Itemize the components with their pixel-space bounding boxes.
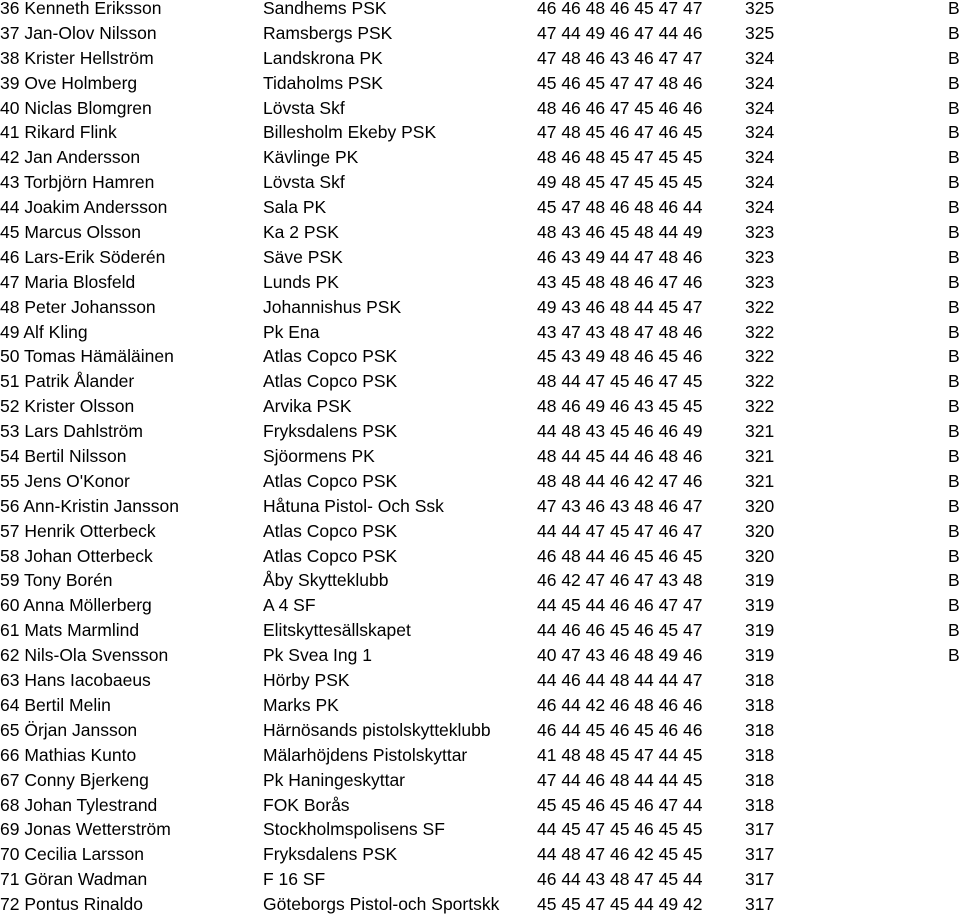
club-name: Atlas Copco PSK bbox=[263, 470, 398, 491]
shooter-name: 64 Bertil Melin bbox=[0, 694, 111, 715]
shooter-name: 60 Anna Möllerberg bbox=[0, 595, 152, 616]
club-name: A 4 SF bbox=[263, 595, 316, 616]
table-row bbox=[0, 892, 960, 917]
table-row bbox=[0, 369, 960, 394]
table-row bbox=[0, 494, 960, 519]
club-name: Sandhems PSK bbox=[263, 0, 387, 18]
table-row bbox=[0, 618, 960, 643]
table-row bbox=[0, 220, 960, 245]
class-label: B bbox=[948, 97, 960, 118]
club-name: Atlas Copco PSK bbox=[263, 371, 398, 392]
table-row bbox=[0, 867, 960, 892]
club-name: Lövsta Skf bbox=[263, 97, 345, 118]
total-score: 320 bbox=[745, 545, 775, 566]
series-scores: 49 48 45 47 45 45 45 bbox=[537, 172, 703, 193]
class-label: B bbox=[948, 47, 960, 68]
table-row bbox=[0, 817, 960, 842]
table-row bbox=[0, 643, 960, 668]
shooter-name: 71 Göran Wadman bbox=[0, 869, 148, 890]
series-scores: 43 45 48 48 46 47 46 bbox=[537, 271, 703, 292]
table-row bbox=[0, 668, 960, 693]
shooter-name: 57 Henrik Otterbeck bbox=[0, 520, 156, 541]
club-name: Pk Svea Ing 1 bbox=[263, 645, 372, 666]
shooter-name: 61 Mats Marmlind bbox=[0, 620, 140, 641]
table-row bbox=[0, 419, 960, 444]
series-scores: 48 48 44 46 42 47 46 bbox=[537, 470, 703, 491]
shooter-name: 52 Krister Olsson bbox=[0, 396, 135, 417]
shooter-name: 68 Johan Tylestrand bbox=[0, 794, 158, 815]
series-scores: 46 46 48 46 45 47 47 bbox=[537, 0, 703, 18]
total-score: 321 bbox=[745, 421, 775, 442]
table-row bbox=[0, 544, 960, 569]
class-label: B bbox=[948, 520, 960, 541]
class-label: B bbox=[948, 271, 960, 292]
total-score: 322 bbox=[745, 296, 775, 317]
class-label: B bbox=[948, 197, 960, 218]
total-score: 318 bbox=[745, 744, 775, 765]
series-scores: 48 46 49 46 43 45 45 bbox=[537, 396, 703, 417]
table-row bbox=[0, 394, 960, 419]
class-label: B bbox=[948, 122, 960, 143]
club-name: Pk Ena bbox=[263, 321, 320, 342]
class-label: B bbox=[948, 645, 960, 666]
shooter-name: 67 Conny Bjerkeng bbox=[0, 769, 149, 790]
total-score: 318 bbox=[745, 694, 775, 715]
shooter-name: 69 Jonas Wetterström bbox=[0, 819, 171, 840]
total-score: 322 bbox=[745, 346, 775, 367]
series-scores: 48 44 45 44 46 48 46 bbox=[537, 446, 703, 467]
club-name: Tidaholms PSK bbox=[263, 72, 383, 93]
shooter-name: 51 Patrik Ålander bbox=[0, 371, 135, 392]
class-label: B bbox=[948, 396, 960, 417]
total-score: 325 bbox=[745, 0, 775, 18]
series-scores: 46 42 47 46 47 43 48 bbox=[537, 570, 703, 591]
club-name: Atlas Copco PSK bbox=[263, 545, 398, 566]
total-score: 318 bbox=[745, 670, 775, 691]
shooter-name: 40 Niclas Blomgren bbox=[0, 97, 152, 118]
class-label: B bbox=[948, 446, 960, 467]
table-row bbox=[0, 693, 960, 718]
table-row bbox=[0, 320, 960, 345]
table-row bbox=[0, 718, 960, 743]
series-scores: 45 45 46 45 46 47 44 bbox=[537, 794, 703, 815]
total-score: 319 bbox=[745, 570, 775, 591]
club-name: Lövsta Skf bbox=[263, 172, 345, 193]
shooter-name: 39 Ove Holmberg bbox=[0, 72, 138, 93]
class-label: B bbox=[948, 222, 960, 243]
shooter-name: 41 Rikard Flink bbox=[0, 122, 117, 143]
class-label: B bbox=[948, 346, 960, 367]
series-scores: 47 48 45 46 47 46 45 bbox=[537, 122, 703, 143]
class-label: B bbox=[948, 545, 960, 566]
total-score: 318 bbox=[745, 769, 775, 790]
series-scores: 40 47 43 46 48 49 46 bbox=[537, 645, 703, 666]
total-score: 324 bbox=[745, 147, 775, 168]
series-scores: 46 44 43 48 47 45 44 bbox=[537, 869, 703, 890]
shooter-name: 46 Lars-Erik Söderén bbox=[0, 246, 166, 267]
club-name: FOK Borås bbox=[263, 794, 350, 815]
shooter-name: 53 Lars Dahlström bbox=[0, 421, 143, 442]
table-row bbox=[0, 96, 960, 121]
series-scores: 48 46 46 47 45 46 46 bbox=[537, 97, 703, 118]
shooter-name: 45 Marcus Olsson bbox=[0, 222, 142, 243]
total-score: 322 bbox=[745, 396, 775, 417]
club-name: Härnösands pistolskytteklubb bbox=[263, 719, 491, 740]
total-score: 317 bbox=[745, 894, 775, 915]
shooter-name: 38 Krister Hellström bbox=[0, 47, 154, 68]
class-label: B bbox=[948, 570, 960, 591]
club-name: Billesholm Ekeby PSK bbox=[263, 122, 437, 143]
series-scores: 46 43 49 44 47 48 46 bbox=[537, 246, 703, 267]
total-score: 320 bbox=[745, 495, 775, 516]
class-label: B bbox=[948, 147, 960, 168]
club-name: Sala PK bbox=[263, 197, 327, 218]
club-name: Arvika PSK bbox=[263, 396, 352, 417]
series-scores: 44 48 47 46 42 45 45 bbox=[537, 844, 703, 865]
table-row bbox=[0, 519, 960, 544]
total-score: 318 bbox=[745, 794, 775, 815]
series-scores: 44 46 46 45 46 45 47 bbox=[537, 620, 703, 641]
shooter-name: 44 Joakim Andersson bbox=[0, 197, 168, 218]
series-scores: 48 43 46 45 48 44 49 bbox=[537, 222, 703, 243]
shooter-name: 56 Ann-Kristin Jansson bbox=[0, 495, 179, 516]
table-row bbox=[0, 842, 960, 867]
club-name: Stockholmspolisens SF bbox=[263, 819, 445, 840]
class-label: B bbox=[948, 495, 960, 516]
series-scores: 46 44 45 46 45 46 46 bbox=[537, 719, 703, 740]
series-scores: 44 45 47 45 46 45 45 bbox=[537, 819, 703, 840]
club-name: Atlas Copco PSK bbox=[263, 346, 398, 367]
table-row bbox=[0, 21, 960, 46]
club-name: Lunds PK bbox=[263, 271, 339, 292]
series-scores: 44 46 44 48 44 44 47 bbox=[537, 670, 703, 691]
club-name: Elitskyttesällskapet bbox=[263, 620, 411, 641]
class-label: B bbox=[948, 0, 960, 18]
shooter-name: 49 Alf Kling bbox=[0, 321, 88, 342]
total-score: 324 bbox=[745, 97, 775, 118]
table-row bbox=[0, 793, 960, 818]
series-scores: 49 43 46 48 44 45 47 bbox=[537, 296, 703, 317]
class-label: B bbox=[948, 371, 960, 392]
table-row bbox=[0, 593, 960, 618]
total-score: 324 bbox=[745, 172, 775, 193]
total-score: 324 bbox=[745, 197, 775, 218]
total-score: 324 bbox=[745, 72, 775, 93]
table-row bbox=[0, 768, 960, 793]
series-scores: 41 48 48 45 47 44 45 bbox=[537, 744, 703, 765]
club-name: Ramsbergs PSK bbox=[263, 22, 393, 43]
series-scores: 47 43 46 43 48 46 47 bbox=[537, 495, 703, 516]
total-score: 318 bbox=[745, 719, 775, 740]
total-score: 317 bbox=[745, 869, 775, 890]
total-score: 325 bbox=[745, 22, 775, 43]
shooter-name: 50 Tomas Hämäläinen bbox=[0, 346, 174, 367]
table-row bbox=[0, 469, 960, 494]
series-scores: 44 45 44 46 46 47 47 bbox=[537, 595, 703, 616]
series-scores: 44 44 47 45 47 46 47 bbox=[537, 520, 703, 541]
shooter-name: 65 Örjan Jansson bbox=[0, 719, 138, 740]
total-score: 324 bbox=[745, 122, 775, 143]
table-row bbox=[0, 46, 960, 71]
total-score: 323 bbox=[745, 222, 775, 243]
table-row bbox=[0, 195, 960, 220]
club-name: Fryksdalens PSK bbox=[263, 421, 398, 442]
club-name: Göteborgs Pistol-och Sportskk bbox=[263, 894, 500, 915]
series-scores: 45 45 47 45 44 49 42 bbox=[537, 894, 703, 915]
club-name: Johannishus PSK bbox=[263, 296, 402, 317]
club-name: Marks PK bbox=[263, 694, 339, 715]
series-scores: 45 43 49 48 46 45 46 bbox=[537, 346, 703, 367]
total-score: 319 bbox=[745, 645, 775, 666]
class-label: B bbox=[948, 421, 960, 442]
series-scores: 44 48 43 45 46 46 49 bbox=[537, 421, 703, 442]
club-name: Landskrona PK bbox=[263, 47, 383, 68]
total-score: 320 bbox=[745, 520, 775, 541]
class-label: B bbox=[948, 470, 960, 491]
class-label: B bbox=[948, 595, 960, 616]
total-score: 321 bbox=[745, 446, 775, 467]
total-score: 317 bbox=[745, 819, 775, 840]
table-row bbox=[0, 568, 960, 593]
club-name: F 16 SF bbox=[263, 869, 326, 890]
total-score: 319 bbox=[745, 595, 775, 616]
shooter-name: 72 Pontus Rinaldo bbox=[0, 894, 144, 915]
club-name: Säve PSK bbox=[263, 246, 343, 267]
class-label: B bbox=[948, 296, 960, 317]
table-row bbox=[0, 444, 960, 469]
total-score: 324 bbox=[745, 47, 775, 68]
shooter-name: 55 Jens O'Konor bbox=[0, 470, 130, 491]
series-scores: 48 44 47 45 46 47 45 bbox=[537, 371, 703, 392]
series-scores: 47 44 49 46 47 44 46 bbox=[537, 22, 703, 43]
total-score: 319 bbox=[745, 620, 775, 641]
club-name: Kävlinge PK bbox=[263, 147, 359, 168]
class-label: B bbox=[948, 321, 960, 342]
series-scores: 46 48 44 46 45 46 45 bbox=[537, 545, 703, 566]
shooter-name: 43 Torbjörn Hamren bbox=[0, 172, 155, 193]
total-score: 322 bbox=[745, 321, 775, 342]
total-score: 323 bbox=[745, 246, 775, 267]
series-scores: 48 46 48 45 47 45 45 bbox=[537, 147, 703, 168]
shooter-name: 37 Jan-Olov Nilsson bbox=[0, 22, 157, 43]
shooter-name: 70 Cecilia Larsson bbox=[0, 844, 144, 865]
shooter-name: 58 Johan Otterbeck bbox=[0, 545, 153, 566]
table-row bbox=[0, 145, 960, 170]
table-row bbox=[0, 295, 960, 320]
shooter-name: 42 Jan Andersson bbox=[0, 147, 141, 168]
total-score: 321 bbox=[745, 470, 775, 491]
shooter-name: 62 Nils-Ola Svensson bbox=[0, 645, 169, 666]
table-row bbox=[0, 245, 960, 270]
shooter-name: 66 Mathias Kunto bbox=[0, 744, 137, 765]
shooter-name: 54 Bertil Nilsson bbox=[0, 446, 127, 467]
series-scores: 43 47 43 48 47 48 46 bbox=[537, 321, 703, 342]
class-label: B bbox=[948, 246, 960, 267]
club-name: Pk Haningeskyttar bbox=[263, 769, 406, 790]
table-row bbox=[0, 71, 960, 96]
series-scores: 47 44 46 48 44 44 45 bbox=[537, 769, 703, 790]
club-name: Hörby PSK bbox=[263, 670, 350, 691]
class-label: B bbox=[948, 172, 960, 193]
table-row bbox=[0, 120, 960, 145]
total-score: 317 bbox=[745, 844, 775, 865]
class-label: B bbox=[948, 72, 960, 93]
club-name: Fryksdalens PSK bbox=[263, 844, 398, 865]
club-name: Håtuna Pistol- Och Ssk bbox=[263, 495, 444, 516]
table-row bbox=[0, 270, 960, 295]
shooter-name: 63 Hans Iacobaeus bbox=[0, 670, 151, 691]
shooter-name: 48 Peter Johansson bbox=[0, 296, 156, 317]
total-score: 322 bbox=[745, 371, 775, 392]
table-row bbox=[0, 344, 960, 369]
club-name: Atlas Copco PSK bbox=[263, 520, 398, 541]
series-scores: 47 48 46 43 46 47 47 bbox=[537, 47, 703, 68]
shooter-name: 59 Tony Borén bbox=[0, 570, 113, 591]
table-row bbox=[0, 0, 960, 21]
club-name: Åby Skytteklubb bbox=[263, 570, 389, 591]
club-name: Sjöormens PK bbox=[263, 446, 375, 467]
total-score: 323 bbox=[745, 271, 775, 292]
club-name: Ka 2 PSK bbox=[263, 222, 339, 243]
table-row bbox=[0, 743, 960, 768]
shooter-name: 47 Maria Blosfeld bbox=[0, 271, 136, 292]
series-scores: 45 47 48 46 48 46 44 bbox=[537, 197, 703, 218]
shooter-name: 36 Kenneth Eriksson bbox=[0, 0, 162, 18]
club-name: Mälarhöjdens Pistolskyttar bbox=[263, 744, 468, 765]
series-scores: 46 44 42 46 48 46 46 bbox=[537, 694, 703, 715]
table-row bbox=[0, 170, 960, 195]
class-label: B bbox=[948, 22, 960, 43]
series-scores: 45 46 45 47 47 48 46 bbox=[537, 72, 703, 93]
class-label: B bbox=[948, 620, 960, 641]
